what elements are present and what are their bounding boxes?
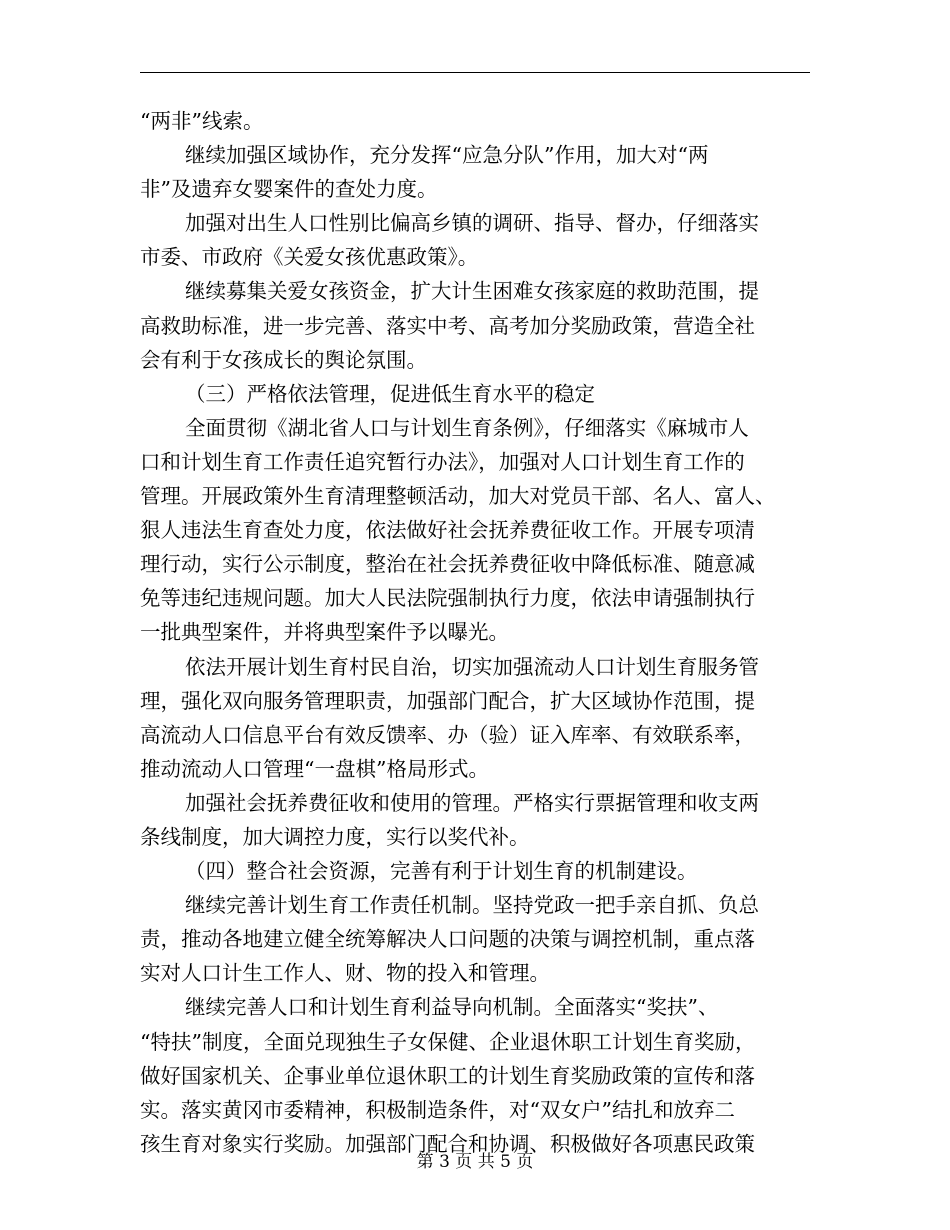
header-rule (140, 72, 810, 73)
text-line: （三）严格依法管理，促进低生育水平的稳定 (185, 381, 595, 406)
text-line: 实对人口计生工作人、财、物的投入和管理。 (140, 961, 550, 986)
text-line: 高流动人口信息平台有效反馈率、办（验）证入库率、有效联系率， (140, 722, 755, 747)
text-line: 继续募集关爱女孩资金，扩大计生困难女孩家庭的救助范围，提 (185, 279, 759, 304)
page-footer (0, 1150, 950, 1174)
text-line: 管理。开展政策外生育清理整顿活动，加大对党员干部、名人、富人、 (140, 484, 776, 509)
paragraph (140, 411, 810, 650)
text-line: 加强对出生人口性别比偏高乡镇的调研、指导、督办，仔细落实 (185, 211, 759, 236)
text-line: 继续加强区域协作，充分发挥“应急分队”作用，加大对“两 (185, 143, 709, 168)
text-line: 口和计划生育工作责任追究暂行办法》，加强对人口计划生育工作的 (140, 449, 745, 474)
text-line: 会有利于女孩成长的舆论氛围。 (140, 347, 427, 372)
text-line: 全面贯彻《湖北省人口与计划生育条例》，仔细落实《麻城市人 (185, 415, 749, 440)
text-line: （四）整合社会资源，完善有利于计划生育的机制建设。 (185, 859, 698, 884)
paragraph (140, 990, 810, 1160)
paragraph (140, 854, 810, 888)
text-line: 继续完善计划生育工作责任机制。坚持党政一把手亲自抓、负总 (185, 893, 759, 918)
paragraph (140, 206, 810, 274)
text-line: 理行动，实行公示制度，整治在社会抚养费征收中降低标准、随意减 (140, 552, 755, 577)
text-line: 狠人违法生育查处力度，依法做好社会抚养费征收工作。开展专项清 (140, 518, 755, 543)
text-line: “两非”线索。 (140, 109, 264, 133)
text-line: 高救助标准，进一步完善、落实中考、高考加分奖励政策，营造全社 (140, 313, 755, 338)
text-line: 实。落实黄冈市委精神，积极制造条件，对“双女户”结扎和放弃二 (140, 1097, 735, 1122)
text-line: 非”及遗弃女婴案件的查处力度。 (140, 177, 438, 202)
paragraph (140, 274, 810, 376)
text-line: “特扶”制度，全面兑现独生子女保健、企业退休职工计划生育奖励， (140, 1029, 756, 1054)
text-line: 条线制度，加大调控力度，实行以奖代补。 (140, 824, 530, 849)
text-line: 责，推动各地建立健全统筹解决人口问题的决策与调控机制，重点落 (140, 927, 755, 952)
text-line: 市委、市政府《关爱女孩优惠政策》。 (140, 245, 479, 270)
text-line: 一批典型案件，并将典型案件予以曝光。 (140, 620, 509, 645)
text-line: 做好国家机关、企事业单位退休职工的计划生育奖励政策的宣传和落 (140, 1063, 755, 1088)
text-line: 免等违纪违规问题。加大人民法院强制执行力度，依法申请强制执行 (140, 586, 755, 611)
document-body (140, 104, 810, 1161)
paragraph (140, 377, 810, 411)
text-line: 加强社会抚养费征收和使用的管理。严格实行票据管理和收支两 (185, 790, 759, 815)
paragraph (140, 650, 810, 786)
page-number-label: 第 3 页 共 5 页 (416, 1152, 534, 1172)
paragraph (140, 888, 810, 990)
text-line: 依法开展计划生育村民自治，切实加强流动人口计划生育服务管 (185, 654, 759, 679)
paragraph (140, 104, 810, 138)
paragraph (140, 786, 810, 854)
paragraph (140, 138, 810, 206)
text-line: 继续完善人口和计划生育利益导向机制。全面落实“奖扶”、 (185, 995, 719, 1020)
text-line: 理，强化双向服务管理职责，加强部门配合，扩大区域协作范围，提 (140, 688, 755, 713)
text-line: 推动流动人口管理“一盘棋”格局形式。 (140, 756, 489, 781)
text-line: 孩生育对象实行奖励。加强部门配合和协调、积极做好各项惠民政策 (140, 1131, 755, 1156)
